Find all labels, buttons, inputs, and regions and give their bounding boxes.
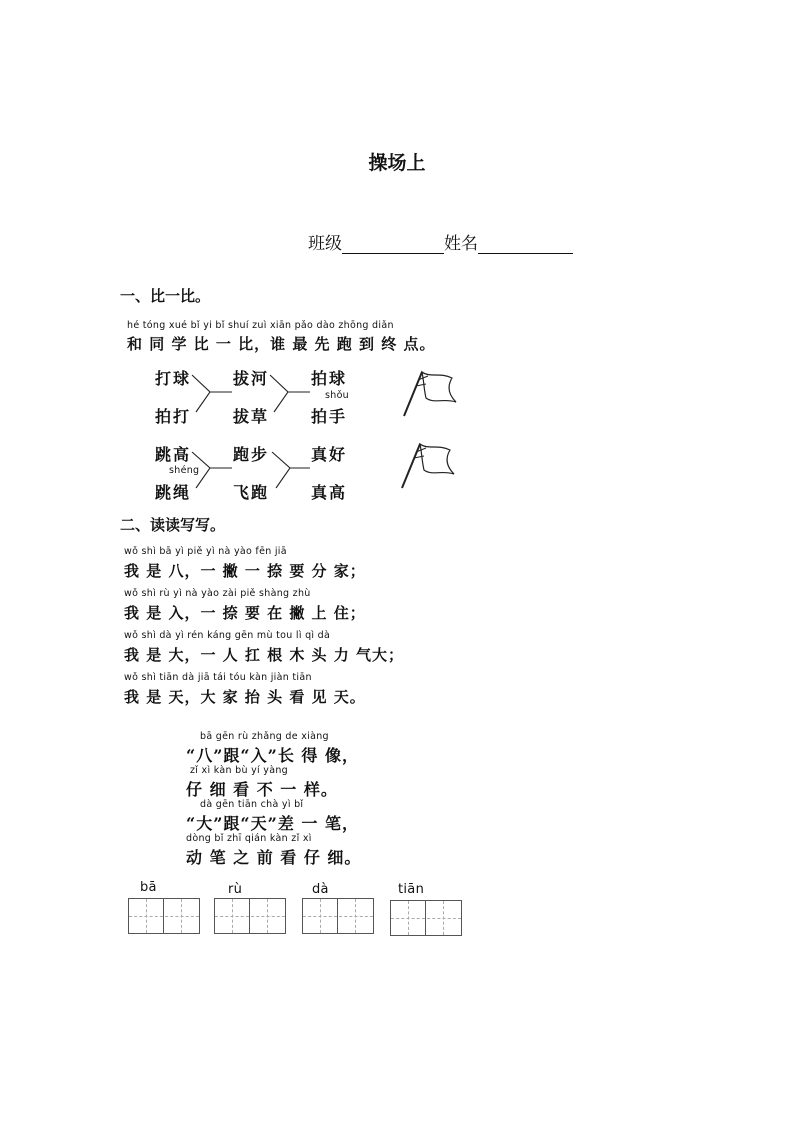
read-line-2-pinyin: wǒ shì rù yì nà yào zài piě shàng zhù	[124, 588, 311, 599]
section2-heading: 二、读读写写。	[120, 516, 226, 534]
rhyme-3-pinyin: dà gēn tiān chà yì bǐ	[200, 799, 304, 810]
word-g1-mid-bottom: 拔草	[233, 407, 270, 426]
rhyme-3-text: “大”跟“天”差 一 笔，	[186, 814, 359, 833]
rhyme-1-pinyin: bā gēn rù zhǎng de xiàng	[200, 731, 329, 742]
rhyme-2-pinyin: zǐ xì kàn bù yí yàng	[190, 765, 288, 776]
section1-sentence: 和 同 学 比 一 比，谁 最 先 跑 到 终 点。	[127, 335, 436, 353]
read-line-3-text: 我 是 大，一 人 扛 根 木 头 力 气大；	[124, 646, 405, 664]
write-box-3[interactable]	[302, 898, 374, 934]
read-line-4-pinyin: wǒ shì tiān dà jiā tái tóu kàn jiàn tiān	[124, 672, 312, 683]
read-line-4-text: 我 是 天，大 家 抬 头 看 见 天。	[124, 688, 366, 706]
write-box-2-pinyin: rù	[228, 882, 243, 897]
write-box-1[interactable]	[128, 898, 200, 934]
read-line-1-pinyin: wǒ shì bā yì piě yì nà yào fēn jiā	[124, 546, 287, 557]
word-g2-left-top: 跳高	[155, 445, 192, 464]
flag-icon	[402, 444, 454, 488]
read-line-1-text: 我 是 八，一 撇 一 捺 要 分 家；	[124, 562, 366, 580]
write-box-1-pinyin: bā	[140, 880, 157, 895]
word-g1-mid-top: 拔河	[233, 369, 270, 388]
flag-icon	[404, 372, 456, 416]
write-box-2[interactable]	[214, 898, 286, 934]
bracket-g2-mid	[272, 452, 290, 488]
class-label: 班级	[308, 234, 342, 254]
word-g1-left-bottom: 拍打	[155, 407, 192, 426]
rhyme-4-text: 动 笔 之 前 看 仔 细。	[186, 848, 362, 867]
write-box-3-pinyin: dà	[312, 882, 329, 897]
word-g2-left-bottom-pinyin: shéng	[169, 465, 200, 476]
write-box-4-pinyin: tiān	[398, 882, 425, 897]
word-g2-mid-top: 跑步	[233, 445, 270, 464]
rhyme-1-text: “八”跟“入”长 得 像，	[186, 746, 359, 765]
rhyme-4-pinyin: dòng bǐ zhī qián kàn zǐ xì	[186, 833, 312, 844]
section1-heading: 一、比一比。	[120, 287, 211, 305]
word-g2-mid-bottom: 飞跑	[233, 483, 270, 502]
bracket-g1-left	[192, 375, 210, 412]
bracket-g1-mid	[270, 375, 288, 412]
name-label: 姓名	[444, 234, 478, 254]
read-line-2-text: 我 是 入，一 捺 要 在 撇 上 住；	[124, 604, 366, 622]
rhyme-2-text: 仔 细 看 不 一 样。	[186, 780, 338, 799]
page-title: 操场上	[368, 152, 426, 174]
read-line-3-pinyin: wǒ shì dà yì rén káng gēn mù tou lì qì dà	[124, 630, 331, 641]
word-g1-left-top: 打球	[155, 369, 192, 388]
word-g1-right-bottom: 拍手	[311, 407, 348, 426]
word-g1-right-bottom-pinyin: shǒu	[325, 390, 350, 401]
word-g1-right-top: 拍球	[311, 369, 348, 388]
section1-pinyin: hé tóng xué bǐ yi bǐ shuí zuì xiān pǎo dào zhōng diǎn	[127, 320, 394, 331]
word-g2-right-top: 真好	[311, 445, 348, 464]
word-g2-right-bottom: 真高	[311, 483, 348, 502]
write-box-4[interactable]	[390, 900, 462, 936]
word-g2-left-bottom: 跳绳	[155, 483, 192, 502]
